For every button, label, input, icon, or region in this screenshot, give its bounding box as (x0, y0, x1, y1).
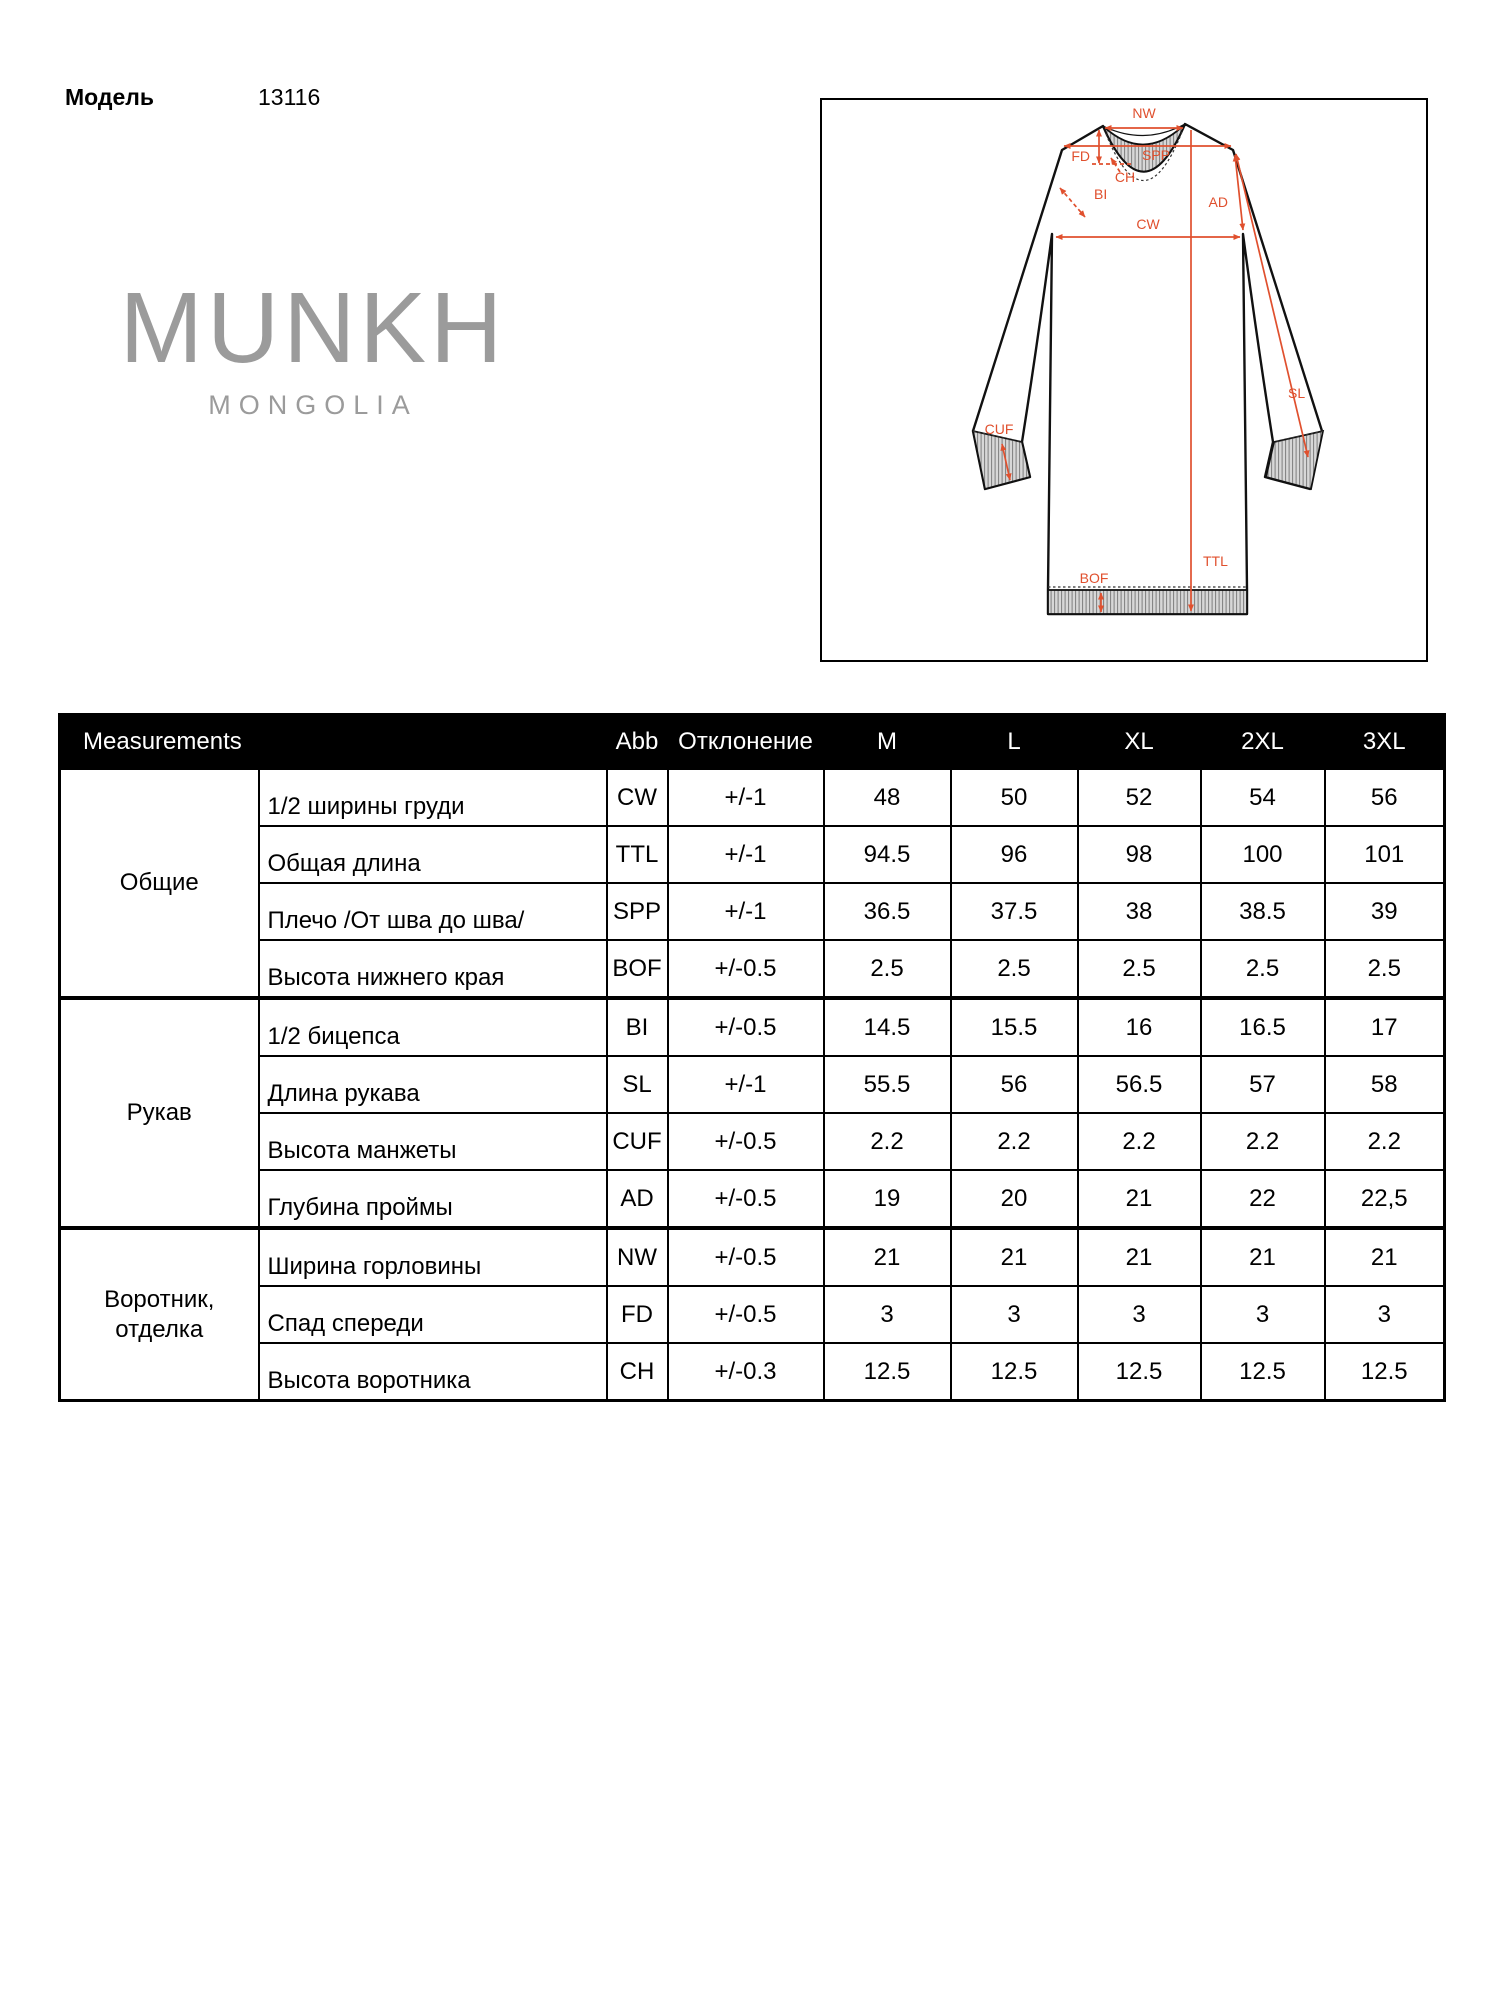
value-cell: 2.2 (1201, 1113, 1325, 1170)
tolerance-cell: +/-0.5 (668, 1228, 824, 1286)
table-row (60, 826, 1445, 883)
value-cell: 50 (951, 769, 1078, 826)
measure-label: Высота нижнего края (259, 940, 607, 998)
measure-label: Ширина горловины (259, 1228, 607, 1286)
brand-logo (108, 272, 518, 421)
value-cell: 38.5 (1201, 883, 1325, 940)
value-cell: 22,5 (1325, 1170, 1445, 1228)
value-cell: 12.5 (951, 1343, 1078, 1401)
tolerance-cell: +/-0.5 (668, 998, 824, 1056)
measure-label: 1/2 ширины груди (259, 769, 607, 826)
model-number: 13116 (258, 84, 321, 110)
cuf-label: CUF (984, 421, 1014, 437)
col-header-tolerance: Отклонение (668, 715, 824, 770)
measure-label: 1/2 бицепса (259, 998, 607, 1056)
value-cell: 20 (951, 1170, 1078, 1228)
brand-subtitle: MONGOLIA (208, 390, 418, 420)
tolerance-cell: +/-1 (668, 1056, 824, 1113)
ch-label: CH (1114, 169, 1136, 185)
measure-label: Высота манжеты (259, 1113, 607, 1170)
abb-cell: BOF (607, 940, 668, 998)
col-header-abb: Abb (607, 715, 668, 770)
abb-cell: CUF (607, 1113, 668, 1170)
value-cell: 56.5 (1078, 1056, 1201, 1113)
value-cell: 2.2 (1325, 1113, 1445, 1170)
cw-label: CW (1136, 216, 1160, 232)
value-cell: 21 (1078, 1170, 1201, 1228)
value-cell: 96 (951, 826, 1078, 883)
tolerance-cell: +/-1 (668, 826, 824, 883)
tolerance-cell: +/-0.5 (668, 1113, 824, 1170)
value-cell: 37.5 (951, 883, 1078, 940)
value-cell: 39 (1325, 883, 1445, 940)
value-cell: 38 (1078, 883, 1201, 940)
value-cell: 2.5 (951, 940, 1078, 998)
ttl-label: TTL (1203, 553, 1228, 569)
value-cell: 21 (951, 1228, 1078, 1286)
garment-technical-drawing (822, 100, 1426, 660)
value-cell: 14.5 (824, 998, 951, 1056)
table-row (60, 769, 1445, 826)
abb-cell: CH (607, 1343, 668, 1401)
value-cell: 3 (1325, 1286, 1445, 1343)
col-header-size-3xl: 3XL (1325, 715, 1445, 770)
ad-label: AD (1208, 194, 1228, 210)
abb-cell: SL (607, 1056, 668, 1113)
measure-label: Общая длина (259, 826, 607, 883)
tolerance-cell: +/-0.5 (668, 940, 824, 998)
measure-label: Высота воротника (259, 1343, 607, 1401)
tolerance-cell: +/-1 (668, 769, 824, 826)
value-cell: 3 (951, 1286, 1078, 1343)
abb-cell: BI (607, 998, 668, 1056)
value-cell: 22 (1201, 1170, 1325, 1228)
model-label: Модель (65, 84, 155, 110)
value-cell: 21 (824, 1228, 951, 1286)
fd-label: FD (1071, 148, 1090, 164)
col-header-size-2xl: 2XL (1201, 715, 1325, 770)
group-cell-collar: Воротник, отделка (60, 1228, 259, 1401)
table-row (60, 1228, 1445, 1286)
value-cell: 21 (1078, 1228, 1201, 1286)
tolerance-cell: +/-1 (668, 883, 824, 940)
value-cell: 3 (1078, 1286, 1201, 1343)
table-row (60, 1286, 1445, 1343)
table-row (60, 1056, 1445, 1113)
value-cell: 2.2 (824, 1113, 951, 1170)
value-cell: 36.5 (824, 883, 951, 940)
group-cell-general: Общие (60, 769, 259, 998)
value-cell: 19 (824, 1170, 951, 1228)
table-row (60, 940, 1445, 998)
table-header-row (60, 715, 1445, 770)
bi-label: BI (1094, 186, 1108, 202)
value-cell: 2.5 (1201, 940, 1325, 998)
value-cell: 17 (1325, 998, 1445, 1056)
measure-label: Длина рукава (259, 1056, 607, 1113)
col-header-size-m: M (824, 715, 951, 770)
value-cell: 21 (1201, 1228, 1325, 1286)
value-cell: 54 (1201, 769, 1325, 826)
bof-label: BOF (1079, 570, 1109, 586)
value-cell: 12.5 (1325, 1343, 1445, 1401)
table-row (60, 1170, 1445, 1228)
measure-label: Спад спереди (259, 1286, 607, 1343)
tolerance-cell: +/-0.5 (668, 1170, 824, 1228)
value-cell: 100 (1201, 826, 1325, 883)
value-cell: 2.2 (1078, 1113, 1201, 1170)
value-cell: 3 (1201, 1286, 1325, 1343)
value-cell: 101 (1325, 826, 1445, 883)
value-cell: 98 (1078, 826, 1201, 883)
table-row (60, 1113, 1445, 1170)
brand-name: MUNKH (119, 272, 507, 384)
value-cell: 58 (1325, 1056, 1445, 1113)
value-cell: 16 (1078, 998, 1201, 1056)
measurements-table (58, 713, 1446, 1402)
sl-label: SL (1288, 385, 1306, 401)
abb-cell: FD (607, 1286, 668, 1343)
value-cell: 2.5 (1325, 940, 1445, 998)
col-header-measurements: Measurements (60, 715, 607, 770)
table-row (60, 883, 1445, 940)
nw-label: NW (1132, 105, 1156, 121)
col-header-size-xl: XL (1078, 715, 1201, 770)
value-cell: 57 (1201, 1056, 1325, 1113)
abb-cell: SPP (607, 883, 668, 940)
value-cell: 56 (951, 1056, 1078, 1113)
col-header-size-l: L (951, 715, 1078, 770)
value-cell: 2.2 (951, 1113, 1078, 1170)
value-cell: 21 (1325, 1228, 1445, 1286)
garment-diagram (820, 98, 1428, 662)
value-cell: 52 (1078, 769, 1201, 826)
abb-cell: CW (607, 769, 668, 826)
tolerance-cell: +/-0.3 (668, 1343, 824, 1401)
value-cell: 2.5 (1078, 940, 1201, 998)
table-row (60, 1343, 1445, 1401)
abb-cell: AD (607, 1170, 668, 1228)
hem-ribbing (1048, 590, 1247, 614)
measure-label: Плечо /От шва до шва/ (259, 883, 607, 940)
value-cell: 12.5 (824, 1343, 951, 1401)
measure-label: Глубина проймы (259, 1170, 607, 1228)
value-cell: 15.5 (951, 998, 1078, 1056)
abb-cell: TTL (607, 826, 668, 883)
group-cell-sleeve: Рукав (60, 998, 259, 1228)
value-cell: 48 (824, 769, 951, 826)
value-cell: 94.5 (824, 826, 951, 883)
value-cell: 12.5 (1201, 1343, 1325, 1401)
value-cell: 2.5 (824, 940, 951, 998)
abb-cell: NW (607, 1228, 668, 1286)
value-cell: 56 (1325, 769, 1445, 826)
tolerance-cell: +/-0.5 (668, 1286, 824, 1343)
value-cell: 16.5 (1201, 998, 1325, 1056)
table-row (60, 998, 1445, 1056)
garment-outline (973, 124, 1322, 614)
value-cell: 3 (824, 1286, 951, 1343)
spp-label: SPP (1141, 147, 1171, 163)
value-cell: 55.5 (824, 1056, 951, 1113)
value-cell: 12.5 (1078, 1343, 1201, 1401)
